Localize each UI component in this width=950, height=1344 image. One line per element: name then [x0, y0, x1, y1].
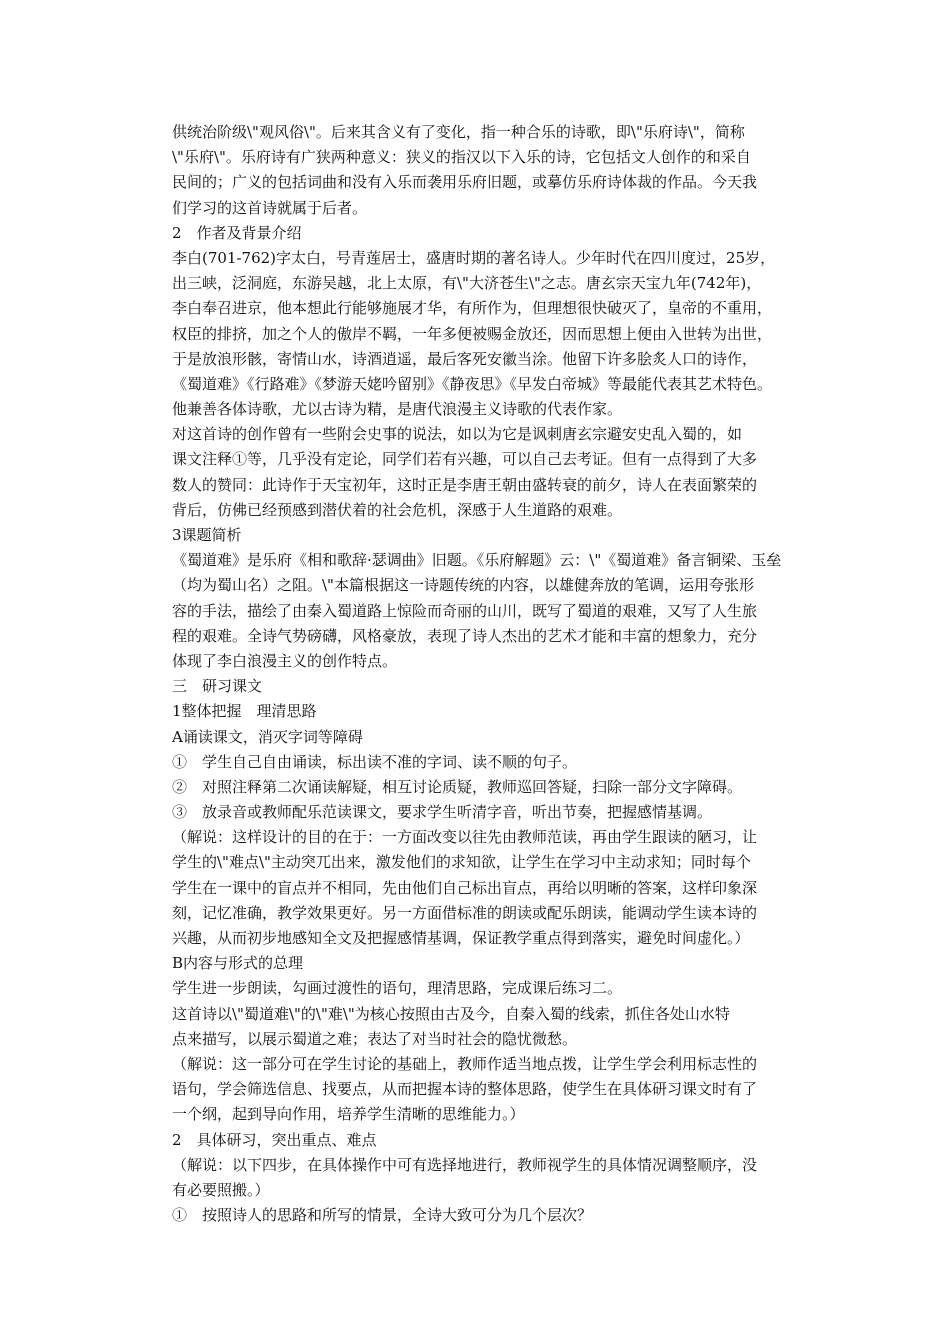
text-line: （解说：以下四步，在具体操作中可有选择地进行，教师视学生的具体情况调整顺序，没 — [172, 1155, 758, 1174]
text-line: ③ 放录音或教师配乐范读课文，要求学生听清字音，听出节奏，把握感情基调。 — [172, 803, 713, 822]
text-line: 一个纲，起到导向作用，培养学生清晰的思维能力。） — [172, 1105, 525, 1124]
text-line: B内容与形式的总理 — [172, 954, 304, 973]
text-line: 出三峡，泛洞庭，东游吴越，北上太原，有\"大济苍生\"之志。唐玄宗天宝九年(742年)， — [172, 274, 762, 293]
text-line: 3课题简析 — [172, 526, 242, 544]
text-line: 三 研习课文 — [172, 677, 263, 696]
text-line: 《蜀道难》是乐府《相和歌辞·瑟调曲》旧题。《乐府解题》云：\"《蜀道难》备言铜梁、玉垒 — [172, 551, 782, 570]
text-line: A诵读课文，消灭字词等障碍 — [172, 727, 363, 746]
text-line: 学生在一课中的盲点并不相同，先由他们自己标出盲点，再给以明晰的答案，这样印象深 — [172, 878, 758, 897]
text-line: ① 学生自己自由诵读，标出读不准的字词、读不顺的句子。 — [172, 752, 578, 771]
text-line: 《蜀道难》《行路难》《梦游天姥吟留别》《静夜思》《早发白帝城》等最能代表其艺术特色。 — [172, 374, 773, 393]
text-line: 体现了李白浪漫主义的创作特点。 — [172, 651, 398, 670]
text-line: 程的艰难。全诗气势磅礴，风格豪放，表现了诗人杰出的艺术才能和丰富的想象力，充分 — [172, 626, 758, 645]
text-line: 1整体把握 理清思路 — [172, 702, 317, 721]
text-line: 2 具体研习，突出重点、难点 — [172, 1130, 377, 1149]
text-line: \"乐府\"。乐府诗有广狭两种意义：狭义的指汉以下入乐的诗，它包括文人创作的和采自 — [172, 148, 751, 167]
text-line: （均为蜀山名）之阻。\"本篇根据这一诗题传统的内容，以雄健奔放的笔调，运用夸张形 — [172, 576, 754, 595]
text-line: 课文注释①等，几乎没有定论，同学们若有兴趣，可以自己去考证。但有一点得到了大多 — [172, 450, 758, 469]
text-line: 们学习的这首诗就属于后者。 — [172, 198, 368, 217]
text-line: 这首诗以\"蜀道难\"的\"难\"为核心按照由古及今，自秦入蜀的线索，抓住各处山水特 — [172, 1004, 730, 1023]
text-line: 背后，仿佛已经预感到潜伏着的社会危机，深感于人生道路的艰难。 — [172, 500, 623, 519]
text-line: 对这首诗的创作曾有一些附会史事的说法，如以为它是讽刺唐玄宗避安史乱入蜀的，如 — [172, 425, 743, 444]
text-line: 兴趣，从而初步地感知全文及把握感情基调，保证教学重点得到落实，避免时间虚化。） — [172, 929, 750, 947]
text-line: 民间的；广义的包括词曲和没有入乐而袭用乐府旧题，或摹仿乐府诗体裁的作品。今天我 — [172, 173, 758, 192]
text-line: 李白(701-762)字太白，号青莲居士，盛唐时期的著名诗人。少年时代在四川度过，25岁， — [172, 248, 776, 267]
text-line: 权臣的排挤，加之个人的傲岸不羁，一年多便被赐金放还，因而思想上便由入世转为出世， — [172, 324, 773, 343]
text-line: 数人的赞同：此诗作于天宝初年，这时正是李唐王朝由盛转衰的前夕，诗人在表面繁荣的 — [172, 475, 758, 494]
text-line: 供统治阶级\"观风俗\"。后来其含义有了变化，指一种合乐的诗歌，即\"乐府诗\"，简称 — [172, 123, 745, 141]
text-line: 2 作者及背景介绍 — [172, 223, 302, 242]
text-line: 有必要照搬。） — [172, 1180, 270, 1199]
text-line: ① 按照诗人的思路和所写的情景，全诗大致可分为几个层次？ — [172, 1206, 593, 1225]
text-line: 语句，学会筛选信息、找要点，从而把握本诗的整体思路，使学生在具体研习课文时有了 — [172, 1080, 758, 1099]
text-line: 于是放浪形骸，寄情山水，诗酒逍遥，最后客死安徽当涂。他留下许多脍炙人口的诗作， — [172, 349, 758, 368]
text-line: 点来描写，以展示蜀道之难；表达了对当时社会的隐忧微愁。 — [172, 1029, 578, 1048]
text-line: 刻，记忆准确，教学效果更好。另一方面借标准的朗读或配乐朗读，能调动学生读本诗的 — [172, 903, 758, 922]
text-line: 学生进一步朗读，勾画过渡性的语句，理清思路，完成课后练习二。 — [172, 979, 623, 998]
text-line: 他兼善各体诗歌，尤以古诗为精，是唐代浪漫主义诗歌的代表作家。 — [172, 400, 623, 419]
text-line: 学生的\"难点\"主动突兀出来，激发他们的求知欲，让学生在学习中主动求知；同时每个 — [172, 853, 751, 872]
text-line: （解说：这一部分可在学生讨论的基础上，教师作适当地点拨，让学生学会利用标志性的 — [172, 1054, 758, 1073]
document-page — [172, 120, 812, 1228]
text-line: 容的手法，描绘了由秦入蜀道路上惊险而奇丽的山川，既写了蜀道的艰难，又写了人生旅 — [172, 601, 758, 620]
text-line: 李白奉召进京，他本想此行能够施展才华，有所作为，但理想很快破灭了，皇帝的不重用， — [172, 299, 773, 318]
text-line: ② 对照注释第二次诵读解疑，相互讨论质疑，教师巡回答疑，扫除一部分文字障碍。 — [172, 777, 743, 796]
text-line: （解说：这样设计的目的在于：一方面改变以往先由教师范读，再由学生跟读的陋习，让 — [172, 828, 758, 847]
